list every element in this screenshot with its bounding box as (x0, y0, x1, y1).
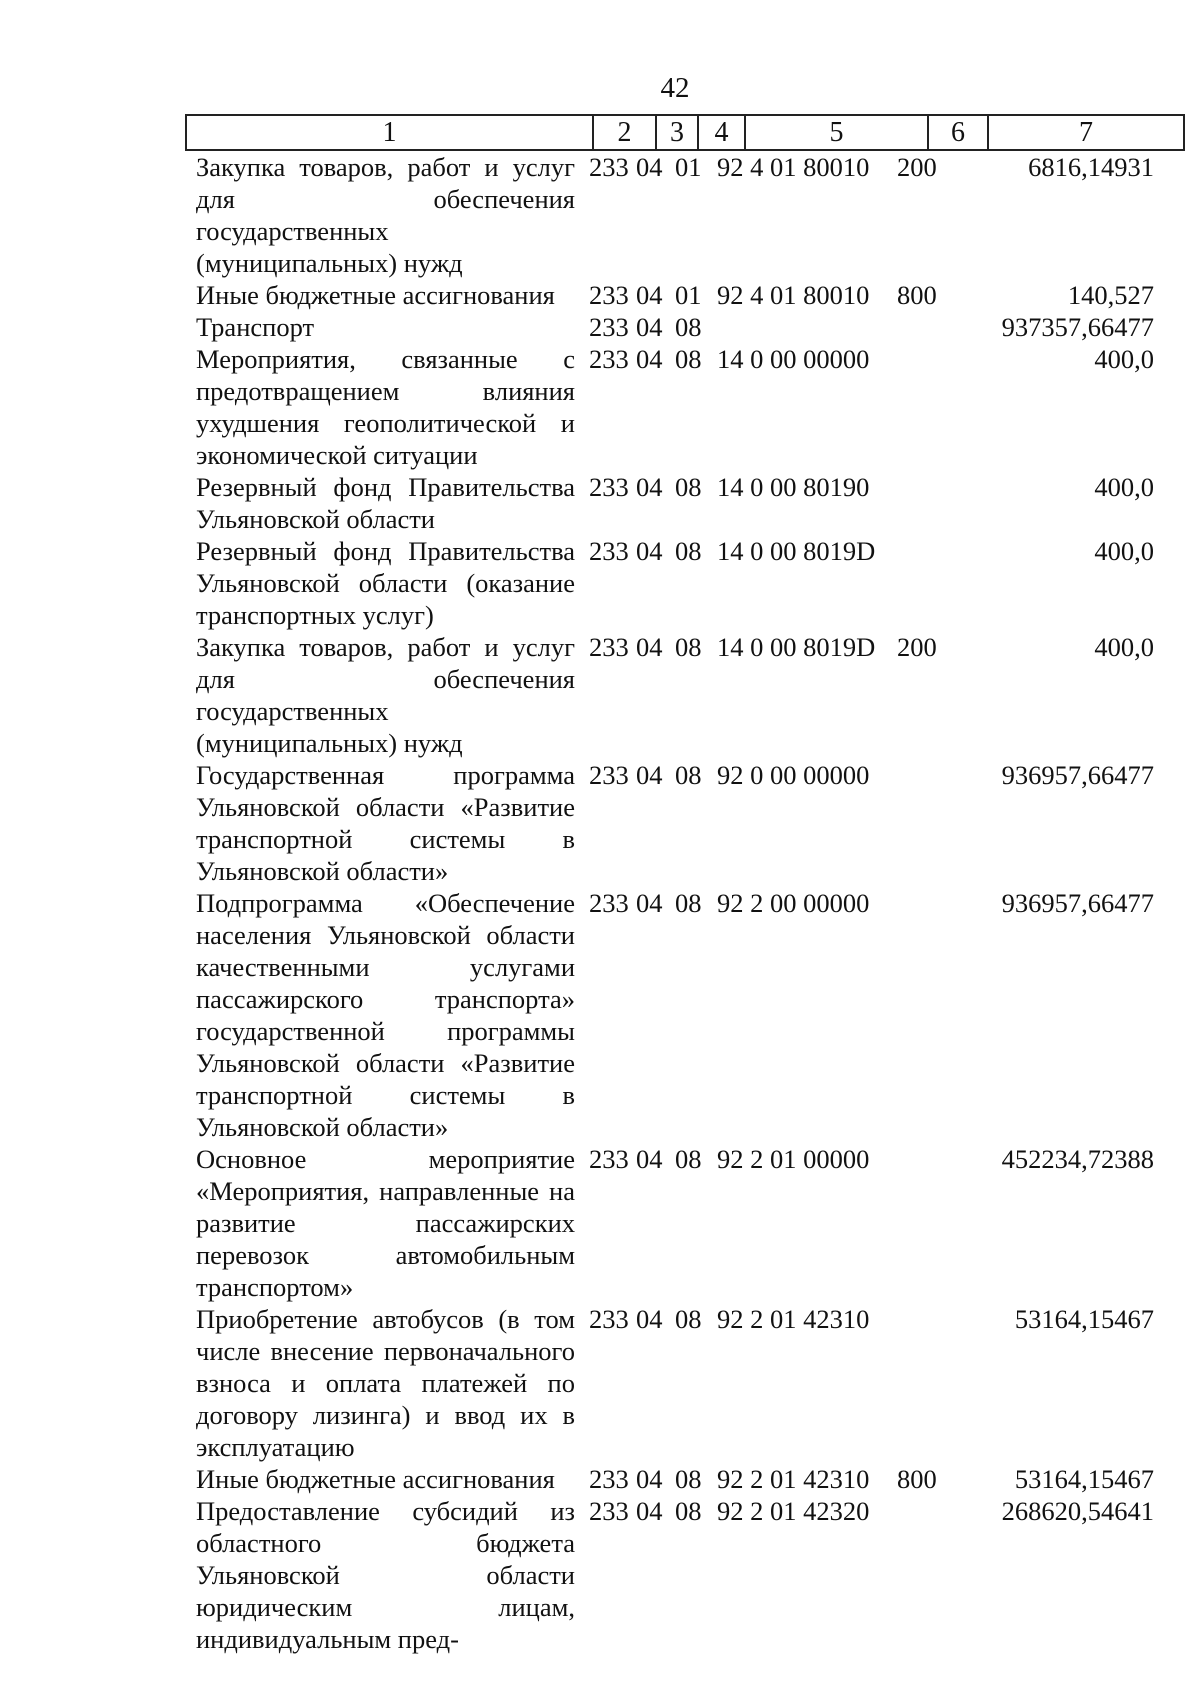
table-row (196, 1143, 1156, 1303)
cell-vr (897, 1303, 955, 1463)
cell-rz: 04 (636, 152, 663, 182)
cell-pr: 08 (675, 1144, 702, 1174)
cell-pr: 08 (675, 536, 702, 566)
cell-csr: 14 0 00 8019D (717, 632, 876, 662)
column-header-2: 2 (594, 116, 657, 149)
cell-amount: 268620,54641 (1001, 1496, 1154, 1526)
cell-ved: 233 (589, 344, 629, 374)
cell-vr (897, 471, 955, 535)
table-row (196, 1495, 1156, 1655)
cell-name: Предоставление субсидий из областного бюджета Ульяновской области юридическим лицам, индивидуальным пред- (196, 1496, 575, 1654)
cell-csr: 92 2 01 00000 (717, 1144, 870, 1174)
cell-name: Закупка товаров, работ и услуг для обеспечения государственных (муниципальных) нужд (196, 152, 575, 278)
column-header-1: 1 (187, 116, 594, 149)
cell-name: Резервный фонд Правительства Ульяновской области (196, 472, 575, 534)
cell-pr: 08 (675, 344, 702, 374)
cell-pr: 01 (675, 280, 702, 310)
cell-vr (897, 343, 955, 471)
cell-amount: 400,0 (1094, 632, 1154, 662)
cell-name: Мероприятия, связанные с предотвращением влияния ухудшения геополитической и экономической ситуации (196, 344, 575, 470)
cell-rz: 04 (636, 1464, 663, 1494)
cell-vr: 200 (897, 152, 937, 182)
cell-amount: 452234,72388 (1001, 1144, 1154, 1174)
cell-pr: 08 (675, 632, 702, 662)
cell-vr: 800 (897, 280, 937, 310)
cell-vr: 800 (897, 1464, 937, 1494)
cell-pr: 08 (675, 888, 702, 918)
cell-csr (717, 311, 897, 343)
cell-rz: 04 (636, 1144, 663, 1174)
cell-rz: 04 (636, 632, 663, 662)
cell-csr: 14 0 00 00000 (717, 344, 870, 374)
column-header-3: 3 (657, 116, 699, 149)
cell-pr: 08 (675, 1304, 702, 1334)
cell-ved: 233 (589, 472, 629, 502)
cell-pr: 01 (675, 152, 702, 182)
cell-rz: 04 (636, 536, 663, 566)
cell-amount: 400,0 (1094, 472, 1154, 502)
cell-csr: 92 0 00 00000 (717, 760, 870, 790)
cell-rz: 04 (636, 888, 663, 918)
cell-name: Подпрограмма «Обеспечение населения Ульяновской области качественными услугами пассажирского транспорта» государственной программы Ульяновской области «Развитие транспортной системы в Ульяновской области» (196, 888, 575, 1142)
cell-rz: 04 (636, 1496, 663, 1526)
cell-name: Закупка товаров, работ и услуг для обеспечения государственных (муниципальных) нужд (196, 632, 575, 758)
cell-csr: 92 4 01 80010 (717, 280, 870, 310)
cell-rz: 04 (636, 312, 663, 342)
cell-pr: 08 (675, 1496, 702, 1526)
cell-amount: 400,0 (1094, 344, 1154, 374)
cell-rz: 04 (636, 280, 663, 310)
table-row (196, 535, 1156, 631)
cell-name: Резервный фонд Правительства Ульяновской области (оказание транспортных услуг) (196, 536, 575, 630)
cell-pr: 08 (675, 760, 702, 790)
table-row (196, 279, 1156, 311)
page-number: 42 (660, 72, 690, 104)
cell-ved: 233 (589, 632, 629, 662)
cell-vr (897, 311, 955, 343)
cell-csr: 92 2 01 42320 (717, 1496, 870, 1526)
cell-csr: 92 2 01 42310 (717, 1464, 870, 1494)
cell-name: Основное мероприятие «Мероприятия, направленные на развитие пассажирских перевозок автомобильным транспортом» (196, 1144, 575, 1302)
cell-name: Иные бюджетные ассигнования (196, 1464, 555, 1494)
cell-ved: 233 (589, 312, 629, 342)
table-row (196, 311, 1156, 343)
column-header-5: 5 (746, 116, 929, 149)
cell-amount: 53164,15467 (1014, 1464, 1154, 1494)
cell-csr: 92 2 00 00000 (717, 888, 870, 918)
cell-ved: 233 (589, 152, 629, 182)
cell-vr (897, 887, 955, 1143)
cell-amount: 400,0 (1094, 536, 1154, 566)
cell-ved: 233 (589, 1464, 629, 1494)
cell-ved: 233 (589, 280, 629, 310)
cell-name: Государственная программа Ульяновской области «Развитие транспортной системы в Ульяновской области» (196, 760, 575, 886)
cell-vr (897, 1495, 955, 1655)
cell-csr: 92 2 01 42310 (717, 1304, 870, 1334)
cell-rz: 04 (636, 344, 663, 374)
cell-amount: 937357,66477 (1001, 312, 1154, 342)
column-header-4: 4 (699, 116, 746, 149)
table-row (196, 1303, 1156, 1463)
cell-amount: 53164,15467 (1014, 1304, 1154, 1334)
cell-ved: 233 (589, 888, 629, 918)
cell-ved: 233 (589, 760, 629, 790)
table-row (196, 1463, 1156, 1495)
cell-amount: 6816,14931 (1028, 152, 1154, 182)
table-header (185, 114, 1185, 151)
table-row (196, 471, 1156, 535)
table-row (196, 151, 1156, 279)
cell-csr: 92 4 01 80010 (717, 152, 870, 182)
cell-csr: 14 0 00 80190 (717, 472, 870, 502)
cell-pr: 08 (675, 312, 702, 342)
cell-csr: 14 0 00 8019D (717, 536, 876, 566)
table-row (196, 759, 1156, 887)
cell-rz: 04 (636, 760, 663, 790)
cell-ved: 233 (589, 1144, 629, 1174)
cell-ved: 233 (589, 1496, 629, 1526)
cell-amount: 140,527 (1067, 280, 1154, 310)
cell-amount: 936957,66477 (1001, 760, 1154, 790)
cell-rz: 04 (636, 1304, 663, 1334)
cell-rz: 04 (636, 472, 663, 502)
cell-vr (897, 759, 955, 887)
cell-vr (897, 535, 955, 631)
table-body (196, 151, 1156, 1655)
table-row (196, 343, 1156, 471)
column-header-6: 6 (929, 116, 989, 149)
cell-name: Иные бюджетные ассигнования (196, 280, 555, 310)
cell-ved: 233 (589, 536, 629, 566)
column-header-7: 7 (1079, 116, 1093, 148)
cell-ved: 233 (589, 1304, 629, 1334)
cell-amount: 936957,66477 (1001, 888, 1154, 918)
cell-vr (897, 1143, 955, 1303)
table-row (196, 631, 1156, 759)
cell-vr: 200 (897, 632, 937, 662)
cell-pr: 08 (675, 472, 702, 502)
table-row (196, 887, 1156, 1143)
cell-name: Транспорт (196, 312, 315, 342)
cell-name: Приобретение автобусов (в том числе внесение первоначального взноса и оплата платежей по договору лизинга) и ввод их в эксплуатацию (196, 1304, 575, 1462)
cell-pr: 08 (675, 1464, 702, 1494)
